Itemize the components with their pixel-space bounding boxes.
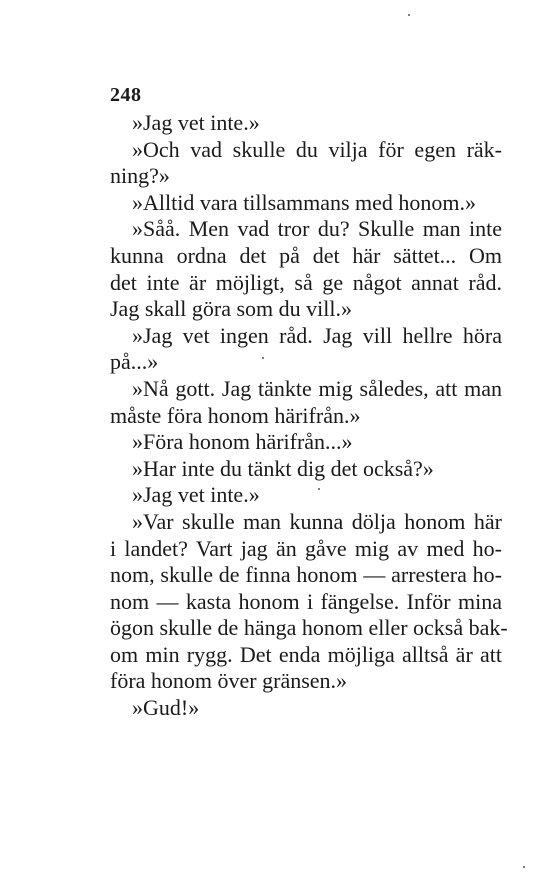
text-line: »Föra honom härifrån...»: [132, 429, 353, 455]
text-line: »Alltid vara tillsammans med honom.»: [132, 189, 477, 215]
scan-speck: [318, 488, 320, 490]
scan-speck: [523, 866, 525, 868]
page-number: 248: [110, 84, 142, 106]
text-line: nom — kasta honom i fängelse. Inför mina: [110, 588, 502, 614]
text-line: »Jag vet inte.»: [132, 110, 260, 135]
scan-speck: [408, 14, 410, 16]
text-line: »Och vad skulle du vilja för egen räk-: [132, 136, 502, 162]
text-line: nom, skulle de finna honom — arrestera ho-: [110, 562, 502, 588]
text-line: i landet? Vart jag än gåve mig av med ho-: [110, 535, 502, 561]
text-line: »Jag vet inte.»: [132, 482, 260, 508]
text-line: kunna ordna det på det här sättet... Om: [110, 242, 502, 268]
scan-speck: [262, 357, 264, 359]
text-line: »Har inte du tänkt dig det också?»: [132, 455, 434, 481]
text-line: Jag skall göra som du vill.»: [110, 296, 352, 322]
text-line: »Var skulle man kunna dölja honom här: [132, 508, 502, 534]
text-line: måste föra honom härifrån.»: [110, 402, 361, 428]
text-line: ning?»: [110, 163, 170, 189]
text-line: »Såå. Men vad tror du? Skulle man inte: [132, 216, 502, 242]
book-page: [110, 82, 508, 722]
text-line: »Gud!»: [132, 695, 200, 721]
text-line: ögon skulle de hänga honom eller också bak-: [110, 615, 508, 641]
text-line: om min rygg. Det enda möjliga alltså är att: [110, 641, 502, 667]
text-line: »Nå gott. Jag tänkte mig således, att man: [132, 375, 502, 401]
text-line: det inte är möjligt, så ge något annat råd.: [110, 269, 502, 295]
text-line: »Jag vet ingen råd. Jag vill hellre höra: [132, 322, 502, 348]
text-line: på...»: [110, 349, 159, 375]
text-line: föra honom över gränsen.»: [110, 668, 348, 694]
